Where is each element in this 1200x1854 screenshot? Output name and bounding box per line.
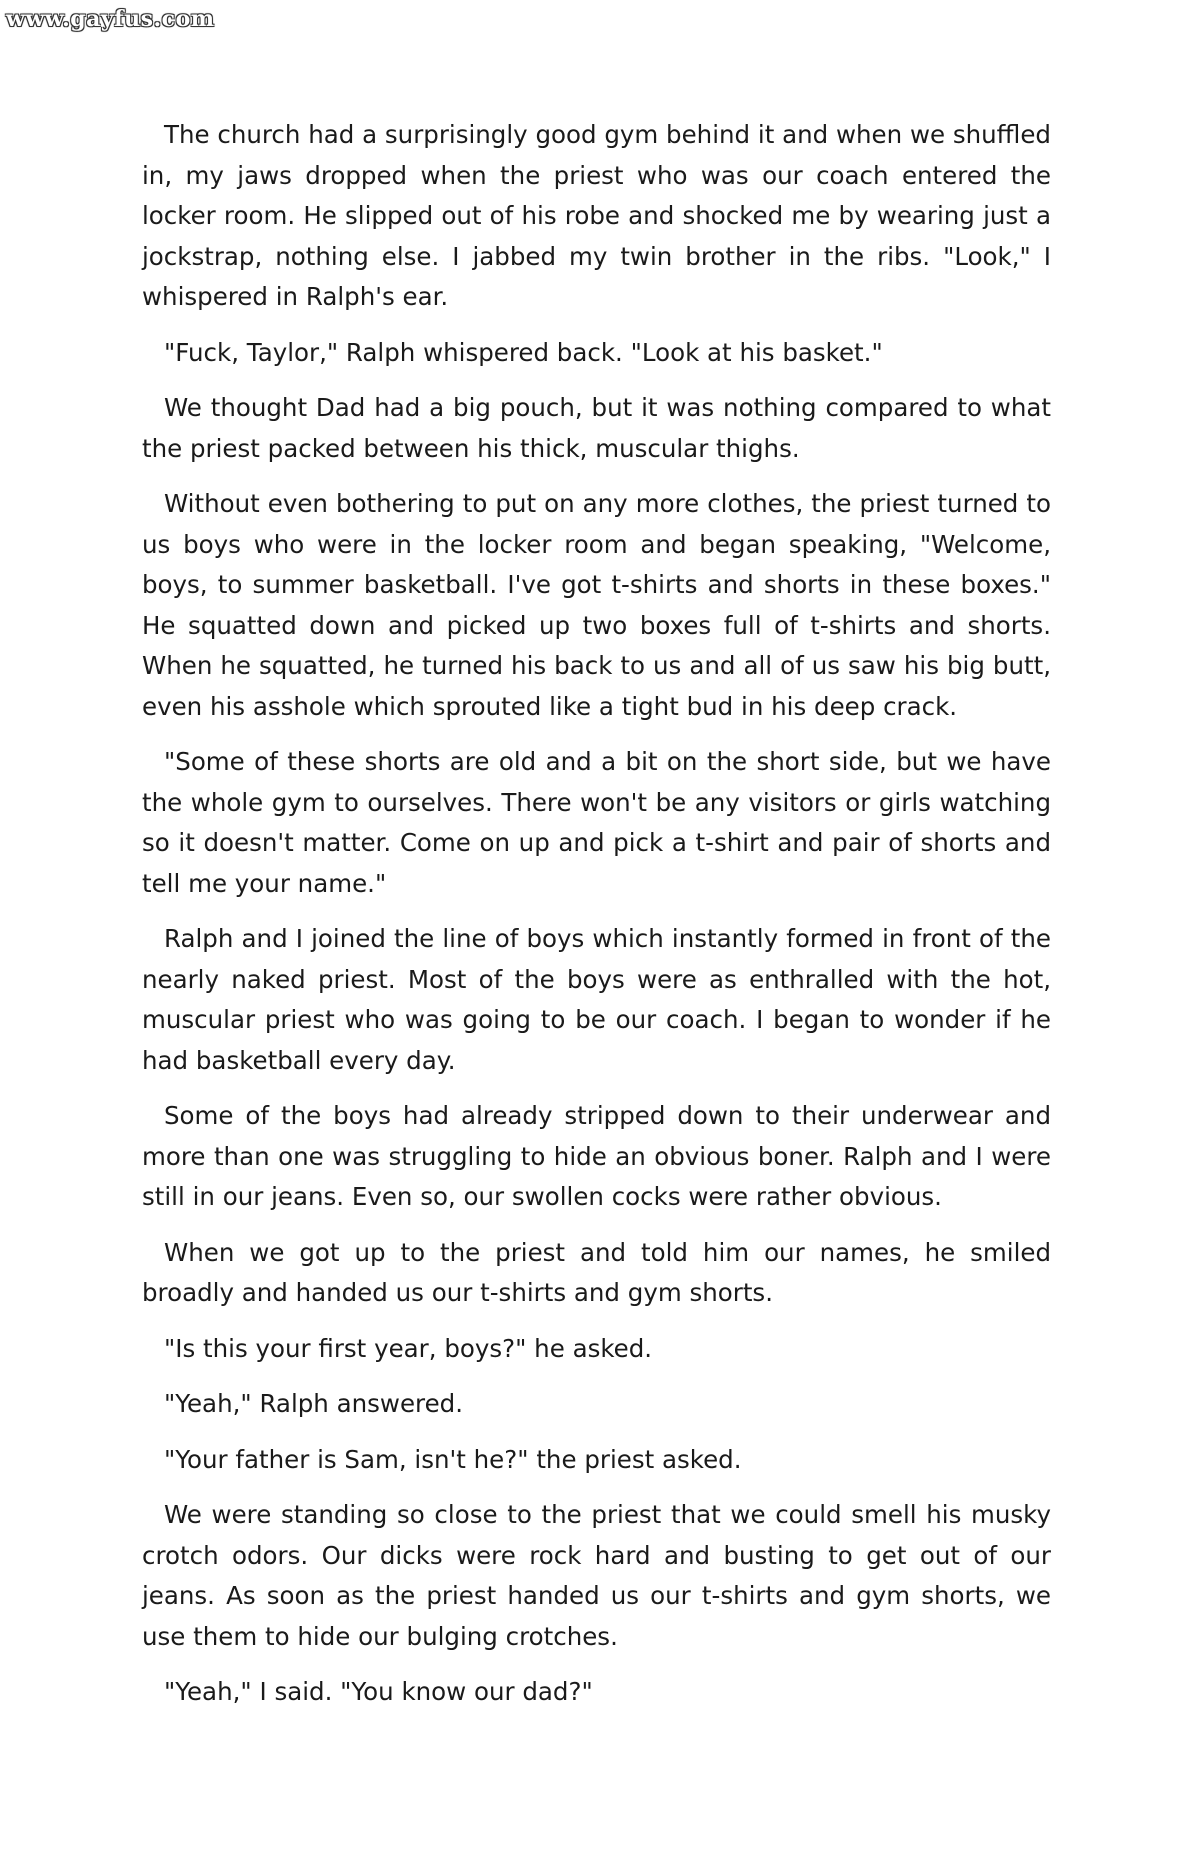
paragraph: Some of the boys had already stripped down to their underwear and more than one was struggling to hide an obvious boner. Ralph and I were still in our jeans. Even so, our swollen cocks were rather obvious. <box>142 1101 1051 1211</box>
paragraph: "Your father is Sam, isn't he?" the priest asked. <box>164 1444 742 1474</box>
paragraph: When we got up to the priest and told him our names, he smiled broadly and handed us our t-shirts and gym shorts. <box>142 1237 1051 1307</box>
site-watermark: www.gayfus.com <box>6 6 215 32</box>
paragraph: "Yeah," I said. "You know our dad?" <box>164 1677 593 1706</box>
paragraph: "Some of these shorts are old and a bit on the short side, but we have the whole gym to ourselves. There won't be any visitors or girls watching so it doesn't matter. Come on up and pick a t-shirt and pair of shorts and tell me your name." <box>142 747 1051 898</box>
paragraph: We thought Dad had a big pouch, but it was nothing compared to what the priest packed between his thick, muscular thighs. <box>142 393 1051 463</box>
paragraph: The church had a surprisingly good gym behind it and when we shuffled in, my jaws dropped when the priest who was our coach entered the locker room. He slipped out of his robe and shocked me by wearing just a jockstrap, nothing else. I jabbed my twin brother in the ribs. "Look," I whispered in Ralph's ear. <box>142 120 1051 311</box>
paragraph: "Is this your first year, boys?" he asked. <box>164 1333 653 1363</box>
paragraph: "Yeah," Ralph answered. <box>164 1389 463 1418</box>
paragraph: Ralph and I joined the line of boys which instantly formed in front of the nearly naked priest. Most of the boys were as enthralled with the hot, muscular priest who was going to be our coach. I began to wonder if he had basketball every day. <box>142 924 1051 1075</box>
paragraph: "Fuck, Taylor," Ralph whispered back. "Look at his basket." <box>164 337 883 367</box>
paragraph: Without even bothering to put on any more clothes, the priest turned to us boys who were in the locker room and began speaking, "Welcome, boys, to summer basketball. I've got t-shirts and shorts in these boxes." He squatted down and picked up two boxes full of t-shirts and shorts. When he squatted, he turned his back to us and all of us saw his big butt, even his asshole which sprouted like a tight bud in his deep crack. <box>142 489 1051 721</box>
story-page <box>142 115 1051 1728</box>
paragraph: We were standing so close to the priest that we could smell his musky crotch odors. Our dicks were rock hard and busting to get out of our jeans. As soon as the priest handed us our t-shirts and gym shorts, we use them to hide our bulging crotches. <box>142 1500 1051 1651</box>
